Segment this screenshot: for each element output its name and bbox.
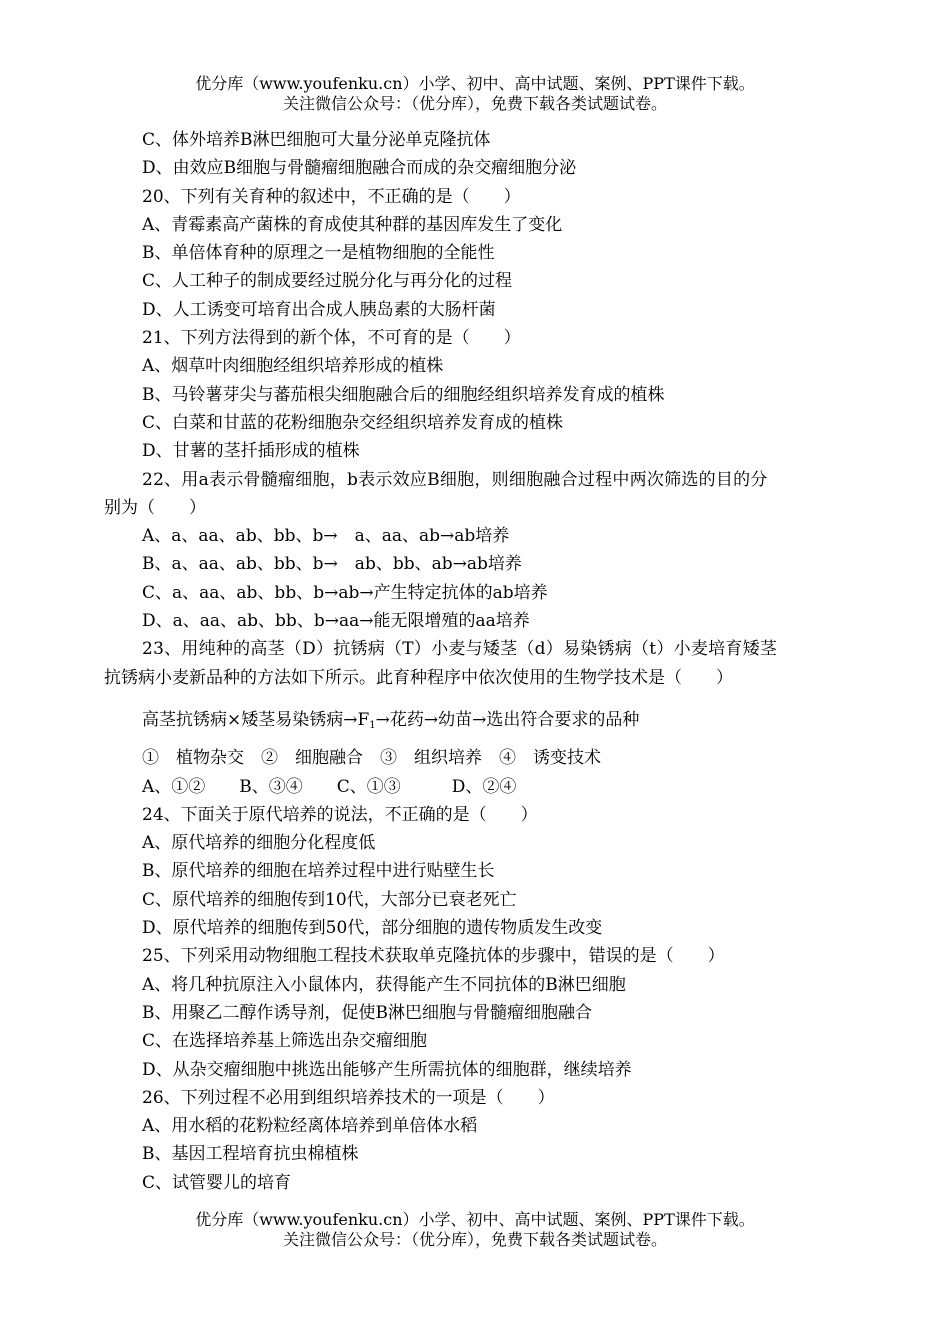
option-19c: C、体外培养B淋巴细胞可大量分泌单克隆抗体 <box>142 130 491 150</box>
option-24a: A、原代培养的细胞分化程度低 <box>142 833 376 854</box>
page-footer <box>0 1210 950 1250</box>
option-26a: A、用水稻的花粉粒经离体培养到单倍体水稻 <box>142 1116 478 1137</box>
option-22a: A、a、aa、ab、bb、b→ a、aa、ab→ab培养 <box>142 526 510 547</box>
footer-line-2: 关注微信公众号：（优分库），免费下载各类试题试卷。 <box>282 1230 667 1249</box>
option-21a: A、烟草叶肉细胞经组织培养形成的植株 <box>142 356 444 377</box>
option-20a: A、青霉素高产菌株的育成使其种群的基因库发生了变化 <box>142 214 563 235</box>
option-20b: B、单倍体育种的原理之一是植物细胞的全能性 <box>142 243 495 264</box>
footer-line-1: 优分库（www.youfenku.cn）小学、初中、高中试题、案例、PPT课件下载。 <box>195 1210 755 1229</box>
question-22-cont: 别为（ ） <box>104 497 206 518</box>
option-25c: C、在选择培养基上筛选出杂交瘤细胞 <box>142 1031 428 1052</box>
question-26: 26、下列过程不必用到组织培养技术的一项是（ ） <box>142 1087 555 1108</box>
header-line-2: 关注微信公众号：（优分库），免费下载各类试题试卷。 <box>282 94 667 113</box>
option-20c: C、人工种子的制成要经过脱分化与再分化的过程 <box>142 271 513 292</box>
header-line-1: 优分库（www.youfenku.cn）小学、初中、高中试题、案例、PPT课件下载。 <box>195 74 755 93</box>
question-22: 22、用a表示骨髓瘤细胞，b表示效应B细胞，则细胞融合过程中两次筛选的目的分 <box>142 469 768 490</box>
option-22c: C、a、aa、ab、bb、b→ab→产生特定抗体的ab培养 <box>142 582 548 603</box>
option-25d: D、从杂交瘤细胞中挑选出能够产生所需抗体的细胞群，继续培养 <box>142 1059 632 1080</box>
option-20d: D、人工诱变可培育出合成人胰岛素的大肠杆菌 <box>142 299 496 320</box>
option-24c: C、原代培养的细胞传到10代，大部分已衰老死亡 <box>142 889 517 910</box>
option-24d: D、原代培养的细胞传到50代，部分细胞的遗传物质发生改变 <box>142 918 603 939</box>
technique-list: ① 植物杂交 ② 细胞融合 ③ 组织培养 ④ 诱变技术 <box>142 748 601 769</box>
options-23: A、①② B、③④ C、①③ D、②④ <box>142 776 517 797</box>
procedure-end: →花药→幼苗→选出符合要求的品种 <box>375 709 640 730</box>
option-26b: B、基因工程培育抗虫棉植株 <box>142 1144 359 1165</box>
option-24b: B、原代培养的细胞在培养过程中进行贴壁生长 <box>142 861 495 882</box>
option-25a: A、将几种抗原注入小鼠体内，获得能产生不同抗体的B淋巴细胞 <box>142 974 626 995</box>
question-25: 25、下列采用动物细胞工程技术获取单克隆抗体的步骤中，错误的是（ ） <box>142 946 725 967</box>
option-25b: B、用聚乙二醇作诱导剂，促使B淋巴细胞与骨髓瘤细胞融合 <box>142 1002 592 1023</box>
procedure-subscript: 1 <box>369 719 376 731</box>
option-22b: B、a、aa、ab、bb、b→ ab、bb、ab→ab培养 <box>142 554 522 575</box>
question-23: 23、用纯种的高茎（D）抗锈病（T）小麦与矮茎（d）易染锈病（t）小麦培育矮茎 <box>142 639 778 660</box>
option-22d: D、a、aa、ab、bb、b→aa→能无限增殖的aa培养 <box>142 611 530 632</box>
question-21: 21、下列方法得到的新个体，不可育的是（ ） <box>142 328 521 349</box>
question-20: 20、下列有关育种的叙述中，不正确的是（ ） <box>142 186 521 207</box>
option-19d: D、由效应B细胞与骨髓瘤细胞融合而成的杂交瘤细胞分泌 <box>142 158 577 179</box>
question-23-cont: 抗锈病小麦新品种的方法如下所示。此育种程序中依次使用的生物学技术是（ ） <box>104 667 733 688</box>
breeding-procedure <box>104 706 852 734</box>
option-21d: D、甘薯的茎扦插形成的植株 <box>142 441 360 462</box>
page-header <box>0 74 950 114</box>
option-21b: B、马铃薯芽尖与蕃茄根尖细胞融合后的细胞经组织培养发育成的植株 <box>142 384 665 405</box>
option-26c: C、试管婴儿的培育 <box>142 1172 292 1193</box>
question-24: 24、下面关于原代培养的说法，不正确的是（ ） <box>142 804 538 825</box>
option-21c: C、白菜和甘蓝的花粉细胞杂交经组织培养发育成的植株 <box>142 412 564 433</box>
procedure-start: 高茎抗锈病×矮茎易染锈病→F <box>142 709 370 730</box>
document-body <box>104 126 852 1197</box>
